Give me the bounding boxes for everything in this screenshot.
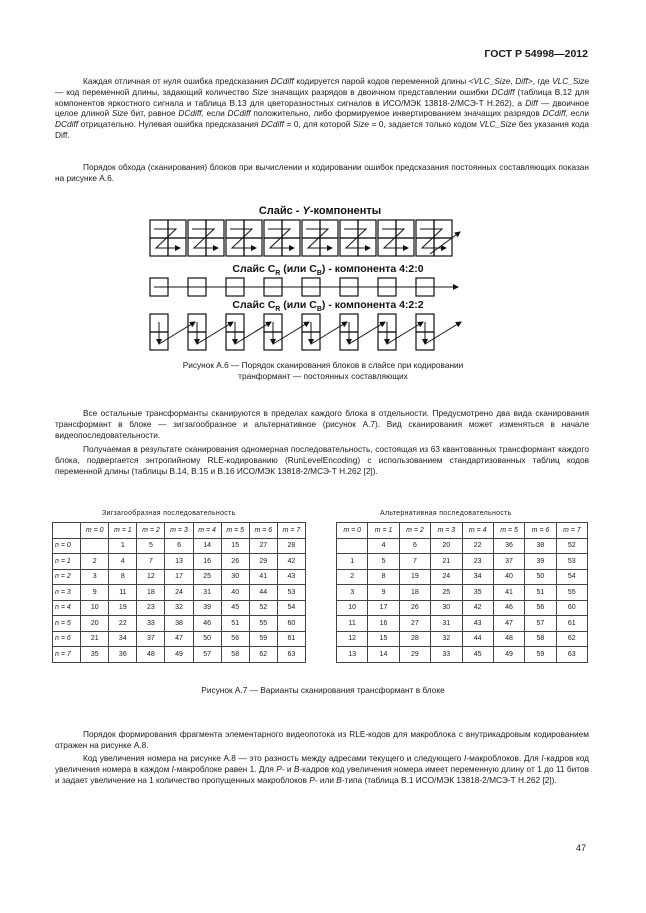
zigzag-scan-table — [52, 522, 306, 663]
row-header: n = 7 — [53, 647, 81, 663]
table-cell: 47 — [493, 616, 524, 632]
table-cell: 42 — [462, 600, 493, 616]
table-cell: 40 — [221, 585, 249, 601]
table-cell: 53 — [556, 554, 587, 570]
table-cell: 25 — [431, 585, 462, 601]
table-cell: 15 — [221, 538, 249, 554]
table-cell: 51 — [525, 585, 556, 601]
table-cell: 23 — [462, 554, 493, 570]
column-header: m = 3 — [165, 523, 193, 539]
table-cell: 20 — [81, 616, 109, 632]
table-cell: 38 — [165, 616, 193, 632]
column-header: m = 2 — [399, 523, 430, 539]
table-cell: 25 — [193, 569, 221, 585]
chroma-422-diag-arrow — [197, 322, 233, 344]
table-cell: 36 — [493, 538, 524, 554]
table-row — [53, 616, 306, 632]
label-y-component: Слайс - Y-компоненты — [258, 205, 382, 217]
figure-a7-caption: Рисунок А.7 — Варианты сканирования трансформант в блоке — [201, 685, 445, 695]
table-cell: 32 — [165, 600, 193, 616]
column-header: m = 1 — [368, 523, 399, 539]
table-cell: 24 — [165, 585, 193, 601]
table-cell: 30 — [221, 569, 249, 585]
table-cell: 28 — [399, 631, 430, 647]
table-cell: 5 — [137, 538, 165, 554]
table-cell: 21 — [431, 554, 462, 570]
column-header: m = 7 — [556, 523, 587, 539]
table-cell: 3 — [81, 569, 109, 585]
row-header: n = 3 — [53, 585, 81, 601]
table-cell: 17 — [165, 569, 193, 585]
table-cell: 52 — [249, 600, 277, 616]
table-cell: 56 — [525, 600, 556, 616]
column-header: m = 5 — [221, 523, 249, 539]
table-cell: 7 — [137, 554, 165, 570]
table-cell: 19 — [109, 600, 137, 616]
table-cell: 14 — [193, 538, 221, 554]
corner-cell — [53, 523, 81, 539]
column-header: m = 2 — [137, 523, 165, 539]
y-component-blocks — [150, 220, 460, 256]
table-cell: 40 — [493, 569, 524, 585]
table-header-row — [337, 523, 588, 539]
y-block — [302, 238, 320, 256]
table-cell: 62 — [249, 647, 277, 663]
table-row — [337, 647, 588, 663]
table-cell: 59 — [249, 631, 277, 647]
table-cell: 41 — [493, 585, 524, 601]
table-cell: 37 — [137, 631, 165, 647]
table-cell: 39 — [525, 554, 556, 570]
row-header: n = 6 — [53, 631, 81, 647]
table-cell: 36 — [109, 647, 137, 663]
table-cell: 9 — [81, 585, 109, 601]
y-block — [340, 238, 358, 256]
page-number: 47 — [575, 843, 586, 853]
table-cell: 44 — [249, 585, 277, 601]
table-cell: 13 — [337, 647, 368, 663]
table-cell: 58 — [525, 631, 556, 647]
table-cell: 49 — [493, 647, 524, 663]
table-cell: 10 — [337, 600, 368, 616]
y-block — [168, 238, 186, 256]
y-block — [396, 238, 414, 256]
table-cell: 11 — [109, 585, 137, 601]
table-cell: 4 — [368, 538, 399, 554]
table-cell: 34 — [109, 631, 137, 647]
row-header: n = 0 — [53, 538, 81, 554]
y-block — [150, 238, 168, 256]
table-cell — [337, 538, 368, 554]
figure-a6-diagram — [130, 198, 520, 358]
table-cell: 23 — [137, 600, 165, 616]
row-header: n = 4 — [53, 600, 81, 616]
column-header: m = 3 — [431, 523, 462, 539]
table-row — [337, 631, 588, 647]
y-block — [282, 238, 300, 256]
table-row — [337, 616, 588, 632]
table-cell: 31 — [431, 616, 462, 632]
table-cell: 21 — [81, 631, 109, 647]
table-cell: 22 — [462, 538, 493, 554]
table-cell: 19 — [399, 569, 430, 585]
paragraph-scan-types: Все остальные трансформанты сканируются в пределах каждого блока в отдельности. Предусмотрено два вида сканирования трансформант в блоке — зигзагообразное и альтернативное (рисунок А.7). Вид сканирования может изменяться в начале видеопоследовательности. — [55, 408, 589, 440]
table-cell: 61 — [277, 631, 305, 647]
table-cell: 39 — [193, 600, 221, 616]
column-header: m = 5 — [493, 523, 524, 539]
table-cell: 1 — [109, 538, 137, 554]
table-cell: 29 — [399, 647, 430, 663]
table-row — [53, 554, 306, 570]
y-block — [434, 238, 452, 256]
table-cell: 54 — [277, 600, 305, 616]
table-cell: 52 — [556, 538, 587, 554]
table-cell: 43 — [277, 569, 305, 585]
table-cell: 24 — [431, 569, 462, 585]
table-cell: 29 — [249, 554, 277, 570]
column-header: m = 4 — [462, 523, 493, 539]
table-cell: 63 — [556, 647, 587, 663]
table-cell: 51 — [221, 616, 249, 632]
table-cell: 56 — [221, 631, 249, 647]
table-cell: 58 — [221, 647, 249, 663]
table-cell: 48 — [493, 631, 524, 647]
table-row — [337, 554, 588, 570]
table-cell: 13 — [165, 554, 193, 570]
column-header: m = 0 — [81, 523, 109, 539]
row-header: n = 5 — [53, 616, 81, 632]
table-row — [53, 600, 306, 616]
table-cell: 60 — [277, 616, 305, 632]
table-cell: 38 — [525, 538, 556, 554]
table-cell: 44 — [462, 631, 493, 647]
label-422-component: Слайс $C_R$ (или $C_B$) - компонента 4:2:2 — [232, 299, 424, 313]
paragraph-rle: Получаемая в результате сканирования одномерная последовательность, состоящая из 63 квантованных трансформант каждого блока, подвергается энтропийному RLE-кодированию (RunLevelEncoding) с использованием стандартизованных таблиц кодов переменной длины (таблицы В.14, В.15 и В.16 ИСО/МЭК 13818-2/МСЭ-Т Н.262 [2]). — [55, 444, 589, 476]
table-cell: 11 — [337, 616, 368, 632]
table-cell: 18 — [399, 585, 430, 601]
table-cell: 34 — [462, 569, 493, 585]
table-cell: 33 — [137, 616, 165, 632]
table-cell: 55 — [249, 616, 277, 632]
table-cell: 50 — [525, 569, 556, 585]
table-cell: 53 — [277, 585, 305, 601]
table-cell: 9 — [368, 585, 399, 601]
y-block — [226, 238, 244, 256]
paragraph-dcdiff: Каждая отличная от нуля ошибка предсказания DCdiff кодируется парой кодов переменной длины <VLC_Size, Diff>, где VLC_Size — код переменной длины, задающий количество Size значащих разрядов в двоичном представлении ошибки DCdiff (таблица B.12 для компонентов яркостного сигнала и таблица B.13 для цветоразностных сигналов в ИСО/МЭК 13818-2/МСЭ-Т Н.262), а Diff — двоичное целое длиной Size бит, равное DCdiff, если DCdiff положительно, либо формируемое инвертированием значащих разрядов DCdiff, если DCdiff отрицательно. Нулевая ошибка предсказания DCdiff = 0, для которой Size = 0, задается только кодом VLC_Size без указания кода Diff. — [55, 76, 590, 140]
paragraph-scan-order: Порядок обхода (сканирования) блоков при вычислении и кодировании ошибок предсказания постоянных составляющих показан на рисунке А.6. — [55, 162, 589, 183]
table-cell: 35 — [81, 647, 109, 663]
table-cell: 42 — [277, 554, 305, 570]
column-header: m = 0 — [337, 523, 368, 539]
table-cell: 61 — [556, 616, 587, 632]
table-cell: 46 — [493, 600, 524, 616]
table-header-row — [53, 523, 306, 539]
table-cell: 7 — [399, 554, 430, 570]
table-cell: 28 — [277, 538, 305, 554]
table-row — [337, 569, 588, 585]
table-cell: 41 — [249, 569, 277, 585]
table-row — [53, 631, 306, 647]
column-header: m = 7 — [277, 523, 305, 539]
paragraph-increment-code: Код увеличения номера на рисунке А.8 — это разность между адресами текущего и следующего I-макроблоков. Для I-кадров код увеличения номера в каждом I-макроблоке равен 1. Для P- и B-кадров код увеличения номера имеет переменную длину от 1 до 11 битов и задает увеличение на 1 количество пропущенных макроблоков P- или B-типа (таблица В.1 ИСО/МЭК 13818-2/МСЭ-Т Н.262 [2]). — [55, 753, 589, 785]
table-cell: 60 — [556, 600, 587, 616]
table-cell: 37 — [493, 554, 524, 570]
y-block — [378, 238, 396, 256]
y-block — [188, 238, 206, 256]
table-cell: 33 — [431, 647, 462, 663]
column-header: m = 4 — [193, 523, 221, 539]
table-cell: 30 — [431, 600, 462, 616]
column-header: m = 6 — [249, 523, 277, 539]
table-row — [337, 600, 588, 616]
table-cell: 62 — [556, 631, 587, 647]
chroma-422-diag-arrow — [273, 322, 309, 344]
table-cell: 2 — [81, 554, 109, 570]
row-header: n = 2 — [53, 569, 81, 585]
table-cell: 55 — [556, 585, 587, 601]
table-cell: 12 — [337, 631, 368, 647]
figure-a6-caption: Рисунок А.6 — Порядок сканирования блоков в слайсе при кодировании транформант — постоянных составляющих — [182, 360, 464, 381]
label-420-component: Слайс $C_R$ (или $C_B$) - компонента 4:2:0 — [232, 263, 424, 277]
y-block — [206, 238, 224, 256]
chroma-422-diag-arrow — [311, 322, 347, 344]
alternate-scan-table — [336, 522, 588, 663]
table-cell: 57 — [193, 647, 221, 663]
chroma-422-diag-arrow — [235, 322, 271, 344]
chroma-422-diag-arrow — [159, 322, 195, 344]
table-cell: 45 — [221, 600, 249, 616]
table-row — [337, 585, 588, 601]
chroma-422-blocks — [150, 314, 461, 350]
table-cell: 8 — [109, 569, 137, 585]
table-cell: 35 — [462, 585, 493, 601]
table-cell: 14 — [368, 647, 399, 663]
table-cell: 6 — [165, 538, 193, 554]
table-cell: 45 — [462, 647, 493, 663]
y-block — [244, 238, 262, 256]
table-cell: 1 — [337, 554, 368, 570]
table-cell: 59 — [525, 647, 556, 663]
table-cell: 17 — [368, 600, 399, 616]
table-cell: 27 — [399, 616, 430, 632]
table-cell: 3 — [337, 585, 368, 601]
table-cell: 18 — [137, 585, 165, 601]
table-cell: 26 — [221, 554, 249, 570]
table-cell: 6 — [399, 538, 430, 554]
table-cell: 2 — [337, 569, 368, 585]
table-cell: 32 — [431, 631, 462, 647]
table-cell: 31 — [193, 585, 221, 601]
row-header: n = 1 — [53, 554, 81, 570]
column-header: m = 1 — [109, 523, 137, 539]
table-cell: 54 — [556, 569, 587, 585]
y-block — [264, 238, 282, 256]
table-cell: 12 — [137, 569, 165, 585]
table-cell: 63 — [277, 647, 305, 663]
table-cell: 8 — [368, 569, 399, 585]
chroma-422-diag-arrow — [425, 322, 461, 344]
table-cell: 16 — [193, 554, 221, 570]
table-row — [53, 569, 306, 585]
table-cell: 22 — [109, 616, 137, 632]
table-cell: 50 — [193, 631, 221, 647]
document-id-header: ГОСТ Р 54998—2012 — [484, 48, 588, 60]
table-row — [53, 538, 306, 554]
table-cell: 47 — [165, 631, 193, 647]
table-cell: 46 — [193, 616, 221, 632]
table-cell: 10 — [81, 600, 109, 616]
chroma-422-diag-arrow — [349, 322, 385, 344]
chroma-420-blocks — [150, 278, 458, 296]
table-row — [53, 647, 306, 663]
table-cell: 48 — [137, 647, 165, 663]
table-cell: 49 — [165, 647, 193, 663]
table-cell: 57 — [525, 616, 556, 632]
table-cell: 16 — [368, 616, 399, 632]
table-cell: 27 — [249, 538, 277, 554]
chroma-422-diag-arrow — [387, 322, 423, 344]
table-cell: 5 — [368, 554, 399, 570]
y-block — [320, 238, 338, 256]
table-cell — [81, 538, 109, 554]
table-row — [337, 538, 588, 554]
table-cell: 43 — [462, 616, 493, 632]
table-cell: 4 — [109, 554, 137, 570]
table-cell: 26 — [399, 600, 430, 616]
y-block — [358, 238, 376, 256]
zigzag-table-title: Зигзагообразная последовательность — [102, 510, 236, 517]
paragraph-rle-fragment: Порядок формирования фрагмента элементарного видеопотока из RLE-кодов для макроблока с внутрикадровым кодированием отражен на рисунке А.8. — [55, 729, 589, 750]
table-row — [53, 585, 306, 601]
table-cell: 20 — [431, 538, 462, 554]
table-cell: 15 — [368, 631, 399, 647]
column-header: m = 6 — [525, 523, 556, 539]
alternate-table-title: Альтернативная последовательность — [380, 510, 512, 517]
